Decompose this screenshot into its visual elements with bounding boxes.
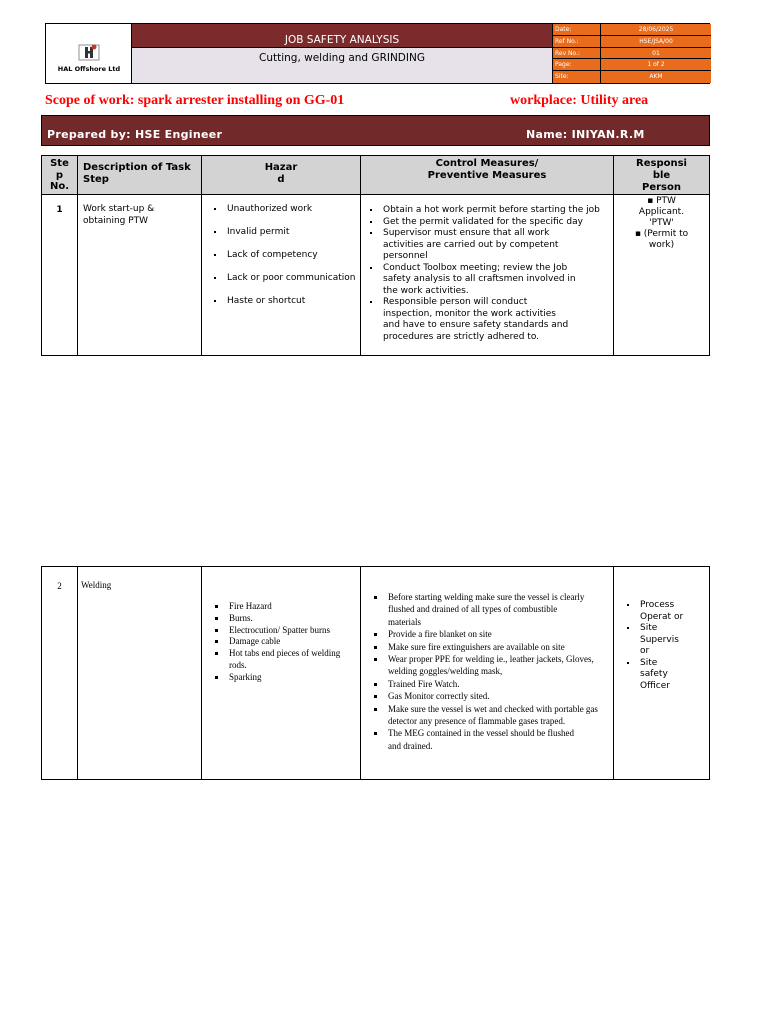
meta-row-ref <box>553 36 711 48</box>
prepared-by-bar <box>41 115 710 146</box>
responsible-text: PTW Applicant. 'PTW' <box>638 196 685 228</box>
logo-text: HAL Offshore Ltd <box>57 65 121 73</box>
control-item: ▪ Trained Fire Watch. <box>386 678 601 690</box>
control-item: ▪ Get the permit validated for the specific day <box>381 217 611 229</box>
meta-label: Rev No.: <box>553 48 601 59</box>
task-description: Work start-up & obtaining PTW <box>78 195 202 356</box>
meta-value: HSE/JSA/00 <box>601 36 711 47</box>
responsible-item: ▪ PTW Applicant. 'PTW' <box>638 196 685 228</box>
hazard-list-cell <box>202 195 361 356</box>
control-list <box>367 205 611 343</box>
responsible-item: ▪ Site Supervis or <box>638 623 687 658</box>
control-item: ▪ Provide a fire blanket on site <box>386 628 601 640</box>
responsible-list <box>614 600 705 692</box>
document-meta-table <box>552 24 710 83</box>
header-step-text: Ste p No. <box>49 158 70 192</box>
hazard-item: ▪ Haste or shortcut <box>225 296 359 308</box>
control-item: ▪ Wear proper PPE for welding ie., leather jackets, Gloves, welding goggles/welding mask, <box>386 653 601 678</box>
task-description: Welding <box>78 567 202 780</box>
hazard-item: ▪ Electrocution/ Spatter burns <box>227 625 353 637</box>
workplace: workplace: Utility area <box>510 93 649 108</box>
meta-value: 28/06/2025 <box>601 24 711 35</box>
prepared-by: Prepared by: HSE Engineer <box>47 128 223 141</box>
meta-value: 01 <box>601 48 711 59</box>
control-item: ▪ Responsible person will conduct inspection, monitor the work activities and have to ensure safety standards and procedures are strictly adhered to. <box>381 297 611 343</box>
control-item: ▪ The MEG contained in the vessel should be flushed and drained. <box>386 727 601 752</box>
header-resp-text: Responsi ble Person <box>636 158 687 193</box>
hazard-list <box>203 601 359 684</box>
header-step-no <box>42 156 78 195</box>
document-title: JOB SAFETY ANALYSIS <box>132 24 552 48</box>
header-control <box>361 156 614 195</box>
responsible-cell <box>614 567 710 780</box>
control-list <box>371 591 601 752</box>
meta-label: Site: <box>553 71 601 83</box>
hazard-item: ▪ Hot tabs end pieces of welding rods. <box>227 648 353 672</box>
scope-of-work: Scope of work: spark arrester installing on GG-01 <box>45 93 345 108</box>
control-item: ▪ Before starting welding make sure the vessel is clearly flushed and drained of all types of combustible materials <box>386 591 601 628</box>
company-logo-icon <box>78 42 100 62</box>
control-item: ▪ Obtain a hot work permit before starting the job <box>381 205 611 217</box>
control-item: ▪ Gas Monitor correctly sited. <box>386 690 601 702</box>
meta-value: AKM <box>601 71 711 83</box>
responsible-text: (Permit to work) <box>643 229 689 250</box>
meta-label: Ref No.: <box>553 36 601 47</box>
hazard-item: ▪ Lack or poor communication <box>225 273 359 285</box>
step-number: 2 <box>42 567 78 780</box>
responsible-item: ▪ Site safety Officer <box>638 658 687 693</box>
control-list-cell <box>361 567 614 780</box>
hazard-list-cell <box>202 567 361 780</box>
meta-label: Page: <box>553 59 601 70</box>
header-hazard-text: Hazar d <box>264 162 298 185</box>
table-row <box>42 195 710 356</box>
hazard-item: ▪ Invalid permit <box>225 227 359 239</box>
hazard-item: ▪ Sparking <box>227 672 353 684</box>
jsa-table-page-1 <box>41 155 710 356</box>
header-task <box>78 156 202 195</box>
control-list-cell <box>361 195 614 356</box>
table-header-row <box>42 156 710 195</box>
hazard-item: ▪ Unauthorized work <box>225 204 359 216</box>
hazard-item: ▪ Lack of competency <box>225 250 359 262</box>
hazard-list <box>203 204 359 308</box>
document-header <box>45 23 710 84</box>
responsible-cell <box>614 195 710 356</box>
header-task-text: Description of Task Step <box>83 162 191 185</box>
jsa-table-page-1-continued <box>41 566 710 780</box>
hazard-item: ▪ Burns. <box>227 613 353 625</box>
header-control-text: Control Measures/ Preventive Measures <box>427 158 547 181</box>
meta-label: Date: <box>553 24 601 35</box>
header-responsible <box>614 156 710 195</box>
responsible-item: ▪ (Permit to work) <box>634 229 689 250</box>
meta-row-date <box>553 24 711 36</box>
hazard-item: ▪ Damage cable <box>227 636 353 648</box>
header-hazard <box>202 156 361 195</box>
table-row <box>42 567 710 780</box>
control-item: ▪ Supervisor must ensure that all work activities are carried out by competent personnel <box>381 228 611 263</box>
document-subtitle: Cutting, welding and GRINDING <box>132 48 552 83</box>
preparer-name: Name: INIYAN.R.M <box>526 128 645 141</box>
meta-row-rev <box>553 48 711 60</box>
control-item: ▪ Make sure the vessel is wet and checked with portable gas detector any presence of flammable gases traped. <box>386 703 601 728</box>
control-item: ▪ Make sure fire extinguishers are available on site <box>386 641 601 653</box>
step-number: 1 <box>42 195 78 356</box>
meta-row-site <box>553 71 711 83</box>
responsible-item: ▪ Process Operat or <box>638 600 687 623</box>
meta-row-page <box>553 59 711 71</box>
meta-value: 1 of 2 <box>601 59 711 70</box>
logo-cell <box>46 24 132 83</box>
hazard-item: ▪ Fire Hazard <box>227 601 353 613</box>
control-item: ▪ Conduct Toolbox meeting; review the Job safety analysis to all craftsmen involved in the work activities. <box>381 263 611 298</box>
